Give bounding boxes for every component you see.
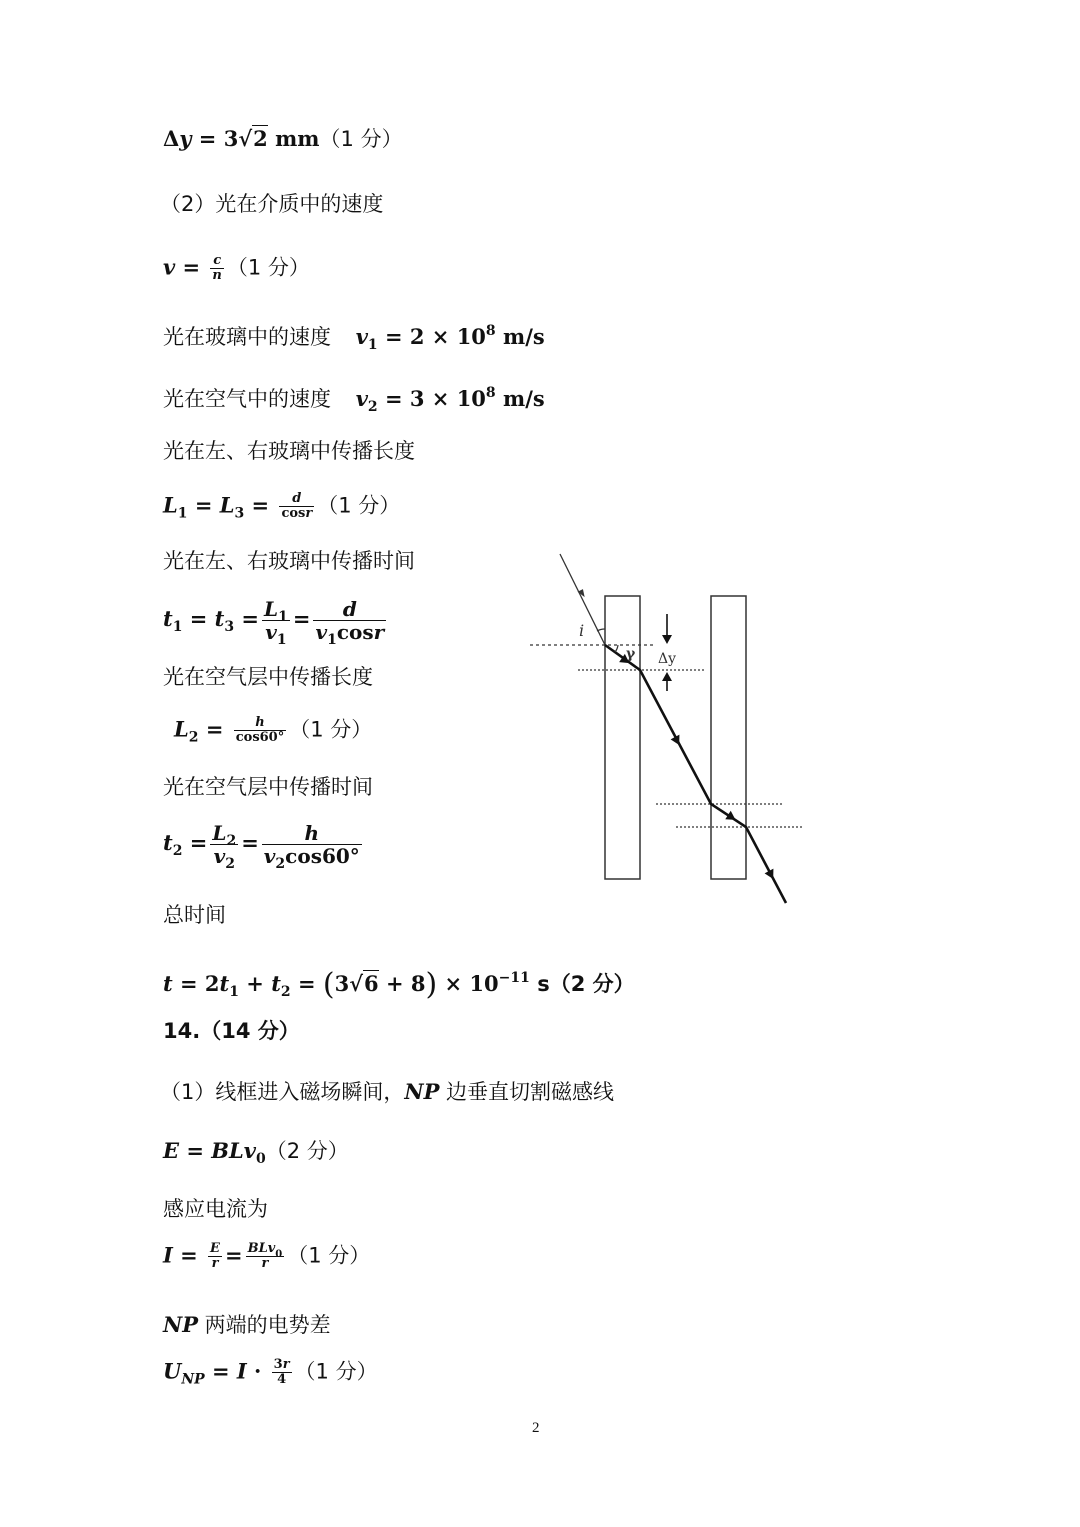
q14-part1-text2: 边垂直切割磁感线 — [439, 1080, 615, 1104]
points-note: （1 分） — [289, 717, 373, 742]
heading-speed-in-medium: （2）光在介质中的速度 — [160, 192, 384, 216]
np-voltage-label: NP 两端的电势差 — [163, 1312, 331, 1337]
eq-emf: E = BLv$_0$（2 分） — [163, 1138, 349, 1167]
arrow-icon — [662, 672, 672, 681]
arrow-icon — [671, 735, 684, 748]
label-time-glass: 光在左、右玻璃中传播时间 — [163, 549, 415, 573]
label-length-glass: 光在左、右玻璃中传播长度 — [163, 439, 415, 463]
eq-v-c-n: v = $\frac{c}{n}$ （1 分） — [163, 253, 310, 284]
eq-total-time: $t = 2t_1 + t_2 = (3√6 + 8) \times 10^{-11}$ s（2 分） — [163, 967, 635, 1002]
fraction: $\frac{d}{v_1\cos r}$ — [315, 597, 385, 648]
points-note: （1 分） — [294, 1359, 378, 1384]
refracted-ray — [605, 645, 786, 903]
label-induced-current: 感应电流为 — [163, 1197, 268, 1221]
eq-U-NP: $U_{NP} = I$ · $\frac{3r}{4}$ （1 分） — [163, 1357, 378, 1388]
refraction-diagram — [528, 548, 808, 908]
label-glass-speed: 光在玻璃中的速度 — [163, 325, 331, 349]
points-note: （1 分） — [319, 127, 403, 151]
fraction: $\frac{d}{\cos r}$ — [281, 491, 313, 522]
eq-t2: $t_2$ = $\frac{L_2}{v_2}$ = $\frac{h}{v_2\cos 60^\circ}$ — [163, 821, 360, 872]
fraction: $\frac{h}{v_2\cos 60^\circ}$ — [263, 821, 360, 872]
fraction: $\frac{c}{n}$ — [212, 253, 222, 284]
eq-current: I = $\frac{E}{r}$ = $\frac{BLv_0}{r}$ （1 分） — [163, 1241, 371, 1272]
points-note: （1 分） — [287, 1243, 371, 1268]
eq-t1-t3: $t_1 = t_3$ = $\frac{L_1}{v_1}$ = $\frac{d}{v_1\cos r}$ — [163, 597, 385, 648]
eq-L1-L3: $L_1 = L_3$ = $\frac{d}{\cos r}$ （1 分） — [163, 491, 401, 522]
question-14-heading: 14.（14 分） — [163, 1019, 300, 1043]
angle-arc-i — [597, 629, 605, 631]
arrow-icon — [662, 635, 672, 644]
np-voltage-text: 两端的电势差 — [198, 1313, 331, 1337]
label-i: i — [579, 621, 585, 640]
label-length-air: 光在空气层中传播长度 — [163, 665, 373, 689]
right-glass-slab — [711, 596, 746, 879]
eq-L2: $L_2$ = $\frac{h}{\cos 60^\circ}$ （1 分） — [174, 715, 373, 746]
label-total-time: 总时间 — [163, 903, 226, 927]
fraction: $\frac{h}{\cos 60^\circ}$ — [235, 715, 285, 746]
fraction: $\frac{BLv_0}{r}$ — [247, 1241, 283, 1272]
fraction: $\frac{3r}{4}$ — [273, 1357, 290, 1388]
eq-delta-y: Δy = 3√2 mm（1 分） — [163, 126, 403, 151]
fraction: $\frac{L_1}{v_1}$ — [264, 597, 288, 648]
eq-v1: 光在玻璃中的速度 $v_1 = 2 \times 10^8$ m/s — [163, 323, 545, 353]
points-note: （1 分） — [226, 255, 310, 280]
left-glass-slab — [605, 596, 640, 879]
label-gamma: γ — [626, 646, 636, 662]
label-delta-y: Δy — [658, 651, 677, 667]
page-number: 2 — [532, 1420, 540, 1436]
arrow-icon — [765, 869, 778, 882]
label-air-speed: 光在空气中的速度 — [163, 387, 331, 411]
fraction: $\frac{L_2}{v_2}$ — [212, 821, 237, 872]
label-time-air: 光在空气层中传播时间 — [163, 775, 373, 799]
fraction: $\frac{E}{r}$ — [210, 1241, 220, 1272]
angle-arc-gamma — [615, 645, 618, 652]
points-note: （2 分） — [265, 1139, 349, 1163]
q14-part1: （1）线框进入磁场瞬间，NP 边垂直切割磁感线 — [160, 1079, 615, 1104]
points-note: s（2 分） — [537, 972, 635, 996]
q14-part1-text: （1）线框进入磁场瞬间， — [160, 1080, 405, 1104]
eq-v2: 光在空气中的速度 $v_2 = 3 \times 10^8$ m/s — [163, 385, 545, 415]
points-note: （1 分） — [317, 493, 401, 518]
